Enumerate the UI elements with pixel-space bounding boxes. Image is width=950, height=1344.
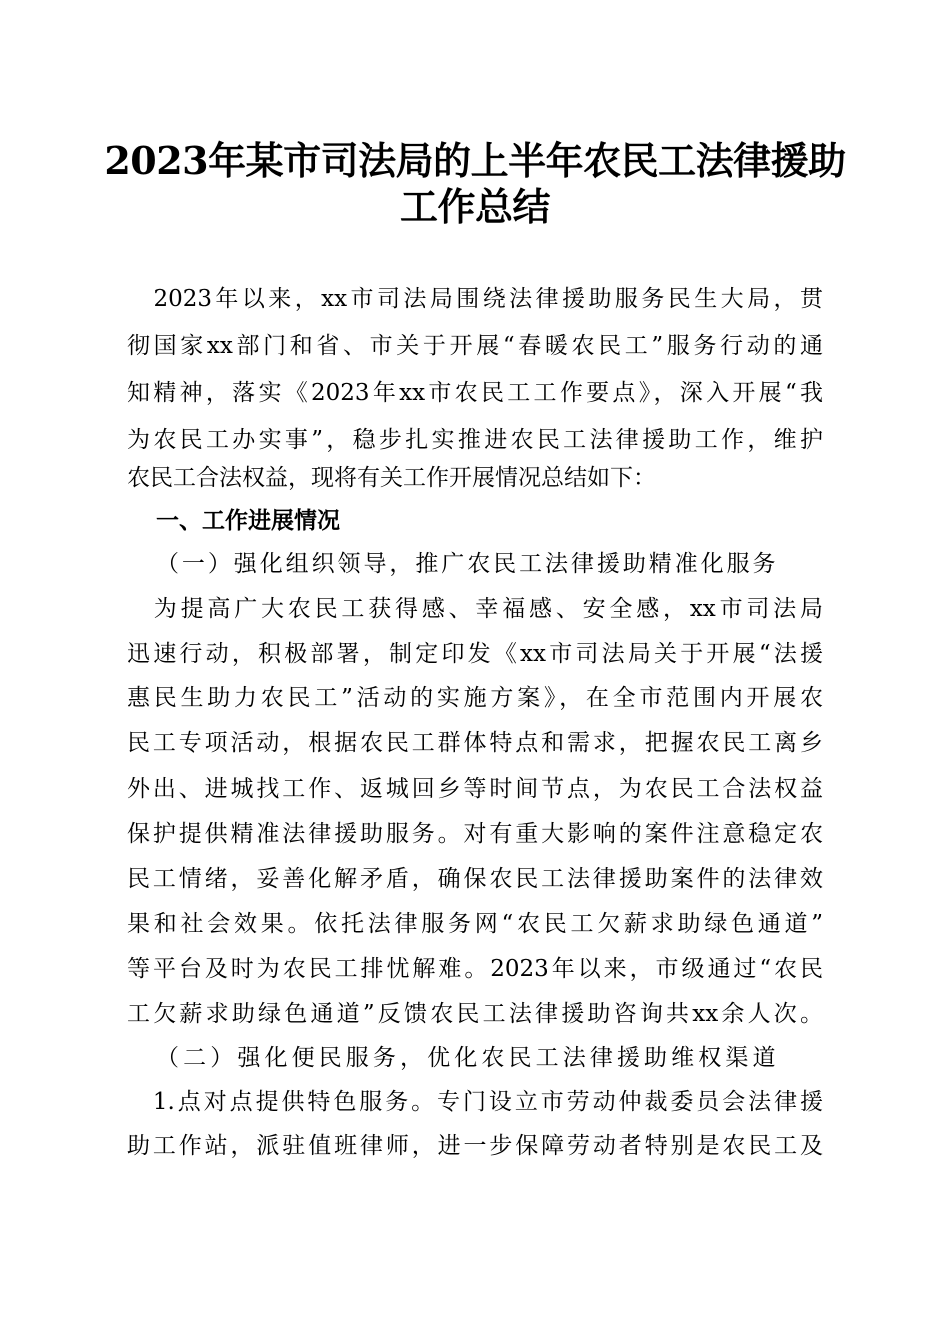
intro-line: 知精神，落实《2023年xx市农民工工作要点》，深入开展“我 bbox=[127, 380, 823, 406]
intro-line: 2023年以来，xx市司法局围绕法律援助服务民生大局，贯 bbox=[127, 286, 823, 312]
paragraph-line: 助工作站，派驻值班律师，进一步保障劳动者特别是农民工及 bbox=[127, 1133, 823, 1159]
document-title-line-1: 2023年某市司法局的上半年农民工法律援助 bbox=[104, 138, 846, 183]
paragraph-line: 等平台及时为农民工排忧解难。2023年以来，市级通过“农民 bbox=[127, 956, 823, 982]
intro-line: 为农民工办实事”，稳步扎实推进农民工法律援助工作，维护 bbox=[127, 427, 823, 453]
paragraph-line: 惠民生助力农民工”活动的实施方案》，在全市范围内开展农 bbox=[127, 685, 823, 711]
intro-line: 农民工合法权益，现将有关工作开展情况总结如下： bbox=[127, 465, 656, 491]
paragraph-line: 为提高广大农民工获得感、幸福感、安全感，xx市司法局 bbox=[127, 596, 823, 622]
intro-line: 彻国家xx部门和省、市关于开展“春暖农民工”服务行动的通 bbox=[127, 333, 823, 359]
paragraph-line: 果和社会效果。依托法律服务网“农民工欠薪求助绿色通道” bbox=[127, 911, 823, 937]
paragraph-line: 迅速行动，积极部署，制定印发《xx市司法局关于开展“法援 bbox=[127, 641, 823, 667]
paragraph-line: 1.点对点提供特色服务。专门设立市劳动仲裁委员会法律援 bbox=[127, 1089, 823, 1115]
paragraph-line: 保护提供精准法律援助服务。对有重大影响的案件注意稳定农 bbox=[127, 821, 823, 847]
subsection-heading: （二）强化便民服务，优化农民工法律援助维权渠道 bbox=[156, 1045, 776, 1071]
paragraph-line: 外出、进城找工作、返城回乡等时间节点，为农民工合法权益 bbox=[127, 776, 823, 802]
paragraph-line: 民工专项活动，根据农民工群体特点和需求，把握农民工离乡 bbox=[127, 730, 823, 756]
paragraph-line: 工欠薪求助绿色通道”反馈农民工法律援助咨询共xx余人次。 bbox=[127, 1001, 823, 1027]
document-title-line-2: 工作总结 bbox=[399, 184, 550, 229]
paragraph-line: 民工情绪，妥善化解矛盾，确保农民工法律援助案件的法律效 bbox=[127, 866, 823, 892]
subsection-heading: （一）强化组织领导，推广农民工法律援助精准化服务 bbox=[156, 551, 776, 577]
section-heading: 一、工作进展情况 bbox=[156, 508, 340, 534]
